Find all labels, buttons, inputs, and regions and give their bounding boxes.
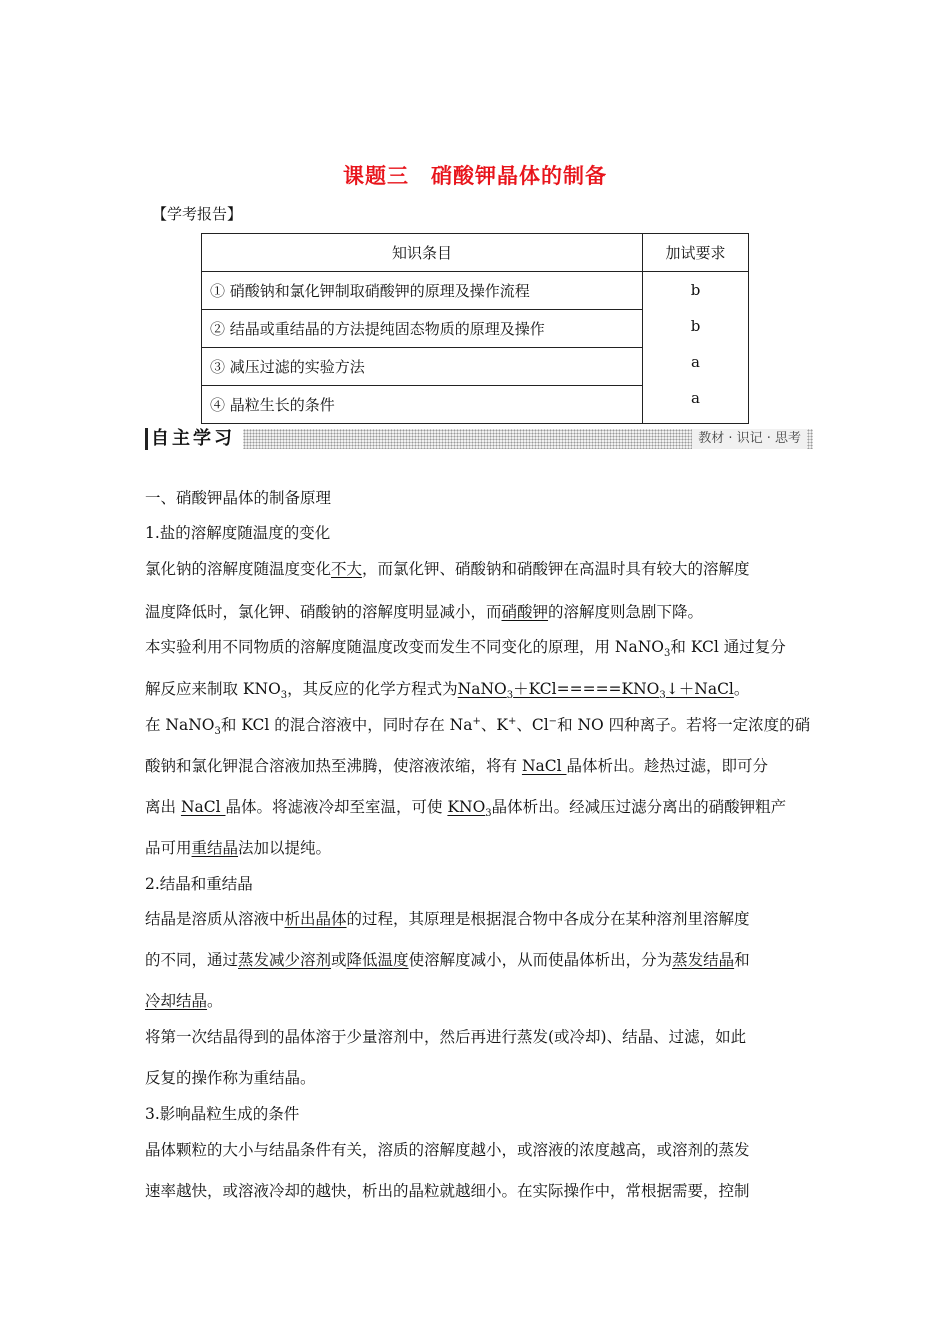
answer-blank: NaCl — [180, 798, 226, 816]
subsection-heading: 1.盐的溶解度随温度的变化 — [145, 524, 331, 542]
requirement-level: b — [690, 281, 701, 299]
paragraph-line: 冷却结晶。 — [145, 992, 223, 1010]
paragraph-line: 解反应来制取 $KNO_3$，其反应的化学方程式为$NaNO_3+KCl=====KNO_3↓+NaCl$。 — [145, 680, 750, 702]
subsection-heading: 3.影响晶粒生成的条件 — [145, 1105, 300, 1123]
knowledge-item: ① 硝酸钠和氯化钾制取硝酸钾的原理及操作流程 — [202, 272, 643, 310]
section-heading: 一、硝酸钾晶体的制备原理 — [145, 489, 332, 507]
paragraph-line: 本实验利用不同物质的溶解度随温度改变而发生不同变化的原理，用 NaNO$_3$和 KCl 通过复分 — [145, 638, 786, 660]
table-row — [202, 272, 749, 310]
banner-tag: 教材 · 识记 · 思考 — [692, 429, 807, 449]
paragraph-line: 的不同，通过蒸发减少溶剂或降低温度使溶解度减小，从而使晶体析出，分为蒸发结晶和 — [145, 951, 750, 969]
knowledge-item: ④ 晶粒生长的条件 — [202, 386, 643, 424]
answer-blank: 冷却结晶 — [145, 992, 208, 1010]
header-requirement: 加试要求 — [643, 234, 749, 272]
requirement-level: a — [691, 353, 700, 371]
answer-blank: 硝酸钾 — [501, 603, 549, 621]
requirement-level: b — [690, 317, 701, 335]
lesson-title — [0, 160, 950, 190]
paragraph-line: 晶体颗粒的大小与结晶条件有关，溶质的溶解度越小，或溶液的浓度越高，或溶剂的蒸发 — [145, 1141, 750, 1159]
paragraph-line: 酸钠和氯化钾混合溶液加热至沸腾，使溶液浓缩，将有 NaCl 晶体析出。趁热过滤，即可分 — [145, 757, 769, 775]
subsection-heading: 2.结晶和重结晶 — [145, 875, 253, 893]
answer-blank: 蒸发结晶 — [672, 951, 735, 969]
paragraph-line: 离出 NaCl 晶体。将滤液冷却至室温，可使 $KNO_3$晶体析出。经减压过滤分离出的硝酸钾粗产 — [145, 798, 787, 820]
report-label: 【学考报告】 — [152, 205, 243, 223]
answer-blank: $KNO_3$ — [447, 798, 492, 820]
knowledge-item: ② 结晶或重结晶的方法提纯固态物质的原理及操作 — [202, 310, 643, 348]
answer-blank: 蒸发减少溶剂 — [238, 951, 332, 969]
paragraph-line: 结晶是溶质从溶液中析出晶体的过程，其原理是根据混合物中各成分在某种溶剂里溶解度 — [145, 910, 750, 928]
answer-blank: 不大 — [331, 560, 363, 578]
paragraph-line: 速率越快，或溶液冷却的越快，析出的晶粒就越细小。在实际操作中，常根据需要，控制 — [145, 1182, 750, 1200]
answer-blank: NaCl — [521, 757, 567, 775]
knowledge-item: ③ 减压过滤的实验方法 — [202, 348, 643, 386]
requirements-table — [201, 233, 749, 424]
requirement-levels — [643, 272, 749, 424]
banner-bar — [145, 428, 148, 450]
paragraph-line: 氯化钠的溶解度随温度变化不大，而氯化钾、硝酸钠和硝酸钾在高温时具有较大的溶解度 — [145, 560, 750, 578]
lesson-number: 课题三 — [343, 163, 409, 188]
paragraph-line: 反复的操作称为重结晶。 — [145, 1069, 316, 1087]
paragraph-line: 将第一次结晶得到的晶体溶于少量溶剂中，然后再进行蒸发(或冷却)、结晶、过滤，如此 — [145, 1028, 747, 1046]
reaction-equation: $NaNO_3+KCl=====KNO_3↓+NaCl$ — [457, 680, 734, 702]
answer-blank: 重结晶 — [191, 839, 239, 857]
header-knowledge-item: 知识条目 — [202, 234, 643, 272]
paragraph-line: 品可用重结晶法加以提纯。 — [145, 839, 332, 857]
table-header-row — [202, 234, 749, 272]
requirement-level: a — [691, 389, 700, 407]
answer-blank: 降低温度 — [346, 951, 409, 969]
paragraph-line: 温度降低时，氯化钾、硝酸钠的溶解度明显减小，而硝酸钾的溶解度则急剧下降。 — [145, 603, 704, 621]
banner-title: 自主学习 — [151, 428, 235, 449]
paragraph-line: 在 NaNO$_3$和 KCl 的混合溶液中，同时存在 Na+、K+、Cl−和 NO 四种离子。若将一定浓度的硝 — [145, 715, 811, 738]
section-banner — [145, 427, 813, 451]
lesson-topic: 硝酸钾晶体的制备 — [431, 163, 607, 188]
answer-blank: 析出晶体 — [284, 910, 347, 928]
